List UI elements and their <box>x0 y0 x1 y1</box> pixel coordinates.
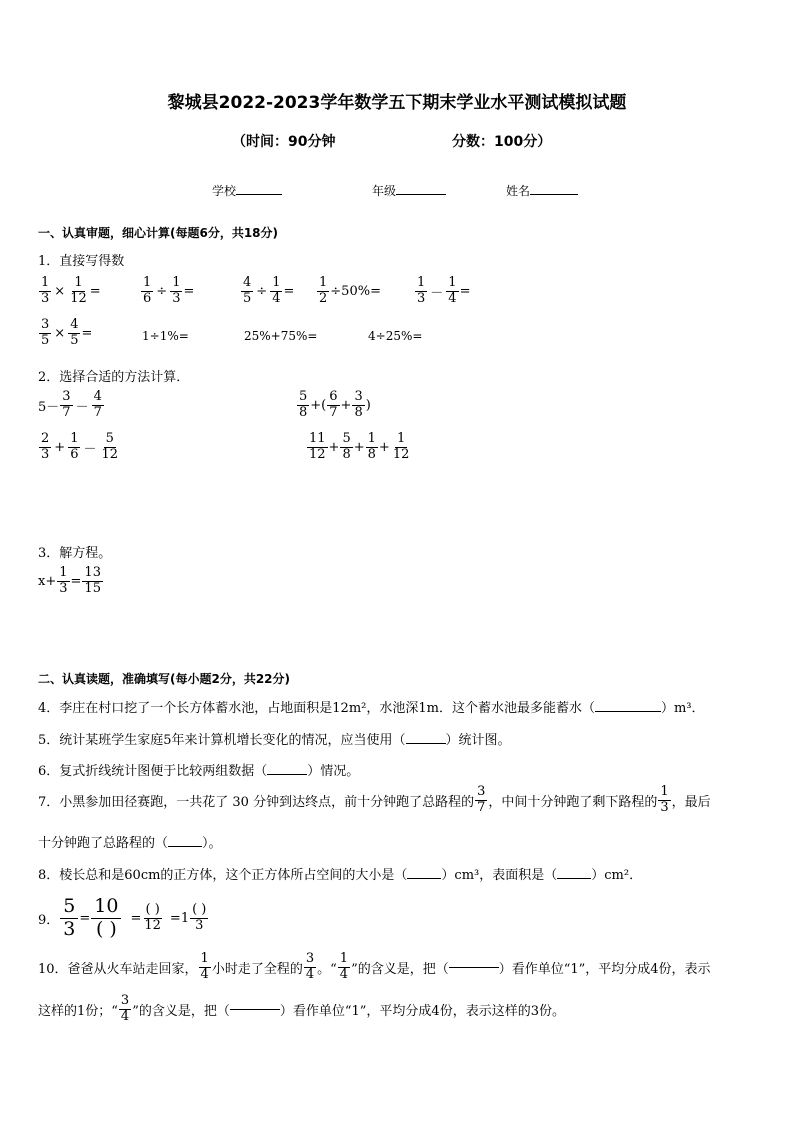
q1-item-8: 25%+75%= <box>244 329 318 343</box>
q2-expr-1: 5－ $\frac{3}{7}$ － $\frac{4}{7}$ <box>38 389 102 420</box>
q1-item-1: $\frac{1}{3}$ × $\frac{1}{12}$ = <box>41 275 101 306</box>
q2-expr-2: $\frac{5}{8}$ +( $\frac{6}{7}$ + $\frac{3}{8}$ ) <box>299 389 371 420</box>
q10-blank-1[interactable] <box>449 967 499 968</box>
section-1-title: 一、认真审题，细心计算(每题6分，共18分) <box>38 226 279 240</box>
question-6: 6．复式折线统计图便于比较两组数据（ ）情况。 <box>38 764 360 779</box>
school-label: 学校 <box>212 184 237 198</box>
q3-equation: x+ $\frac{1}{3}$ = $\frac{13}{15}$ <box>38 565 101 596</box>
q1-item-6: $\frac{3}{5}$ × $\frac{4}{5}$ = <box>41 317 93 348</box>
name-label: 姓名 <box>506 184 531 198</box>
q2-expr-4: $\frac{11}{12}$ + $\frac{5}{8}$ + $\frac{1}{8}$ + $\frac{1}{12}$ <box>309 431 410 462</box>
q1-item-3: $\frac{4}{5}$ ÷ $\frac{1}{4}$ = <box>243 275 295 306</box>
q8-blank-1[interactable] <box>407 878 441 879</box>
question-3-label: 3．解方程。 <box>38 546 112 561</box>
question-7-line-1: 7．小黑参加田径赛跑，一共花了 30 分钟到达终点，前十分钟跑了总路程的 $\frac{3}{7}$ ，中间十分钟跑了剩下路程的 $\frac{1}{3}$ ，最后 <box>38 784 711 815</box>
question-4: 4．李庄在村口挖了一个长方体蓄水池，占地面积是12m²，水池深1m．这个蓄水池最多能蓄水（ ）m³． <box>38 701 705 716</box>
question-10-line-1: 10．爸爸从火车站走回家， $\frac{1}{4}$ 小时走了全程的 $\frac{3}{4}$ 。“ $\frac{1}{4}$ ”的含义是，把（ ）看作单位“1”，平均分成4份，表示 <box>38 951 711 982</box>
name-blank[interactable] <box>530 194 578 195</box>
q5-blank[interactable] <box>406 743 446 744</box>
q6-blank[interactable] <box>267 774 307 775</box>
q7-blank[interactable] <box>168 846 202 847</box>
q1-item-4: $\frac{1}{2}$ ÷50%= <box>319 275 381 306</box>
question-2-label: 2．选择合适的方法计算． <box>38 370 190 385</box>
grade-blank[interactable] <box>396 194 446 195</box>
school-blank[interactable] <box>236 194 282 195</box>
name-field <box>506 182 578 199</box>
q1-item-7: 1÷1%= <box>142 329 189 343</box>
grade-field <box>372 182 446 199</box>
q1-item-9: 4÷25%= <box>368 329 423 343</box>
question-10-line-2: 这样的1份；“ $\frac{3}{4}$ ”的含义是，把（ ）看作单位“1”，平均分成4份，表示这样的3份。 <box>38 993 565 1024</box>
page-title: 黎城县2022-2023学年数学五下期末学业水平测试模拟试题 <box>167 93 627 113</box>
question-5: 5．统计某班学生家庭5年来计算机增长变化的情况，应当使用（ ）统计图。 <box>38 733 511 748</box>
q1-item-5: $\frac{1}{3}$ － $\frac{1}{4}$ = <box>417 275 471 306</box>
question-7-line-2: 十分钟跑了总路程的（ ）。 <box>38 836 222 851</box>
q4-blank[interactable] <box>595 711 661 712</box>
school-field <box>212 182 282 199</box>
question-9: 9． $\frac{5}{3}$ = $\frac{10}{( )}$ = $\frac{( )}{12}$ =1 $\frac{( )}{3}$ <box>38 895 207 940</box>
exam-time: （时间：90分钟 <box>232 134 336 150</box>
grade-label: 年级 <box>372 184 397 198</box>
q8-blank-2[interactable] <box>557 878 591 879</box>
section-2-title: 二、认真读题，准确填写(每小题2分，共22分) <box>38 672 291 686</box>
question-1-label: 1．直接写得数 <box>38 254 125 269</box>
q1-item-2: $\frac{1}{6}$ ÷ $\frac{1}{3}$ = <box>143 275 195 306</box>
question-8: 8．棱长总和是60cm的正方体，这个正方体所占空间的大小是（ ）cm³，表面积是（ ）cm²． <box>38 868 643 883</box>
exam-score: 分数：100分） <box>452 134 552 150</box>
q2-expr-3: $\frac{2}{3}$ + $\frac{1}{6}$ － $\frac{5}{12}$ <box>41 431 119 462</box>
q10-blank-2[interactable] <box>230 1009 280 1010</box>
